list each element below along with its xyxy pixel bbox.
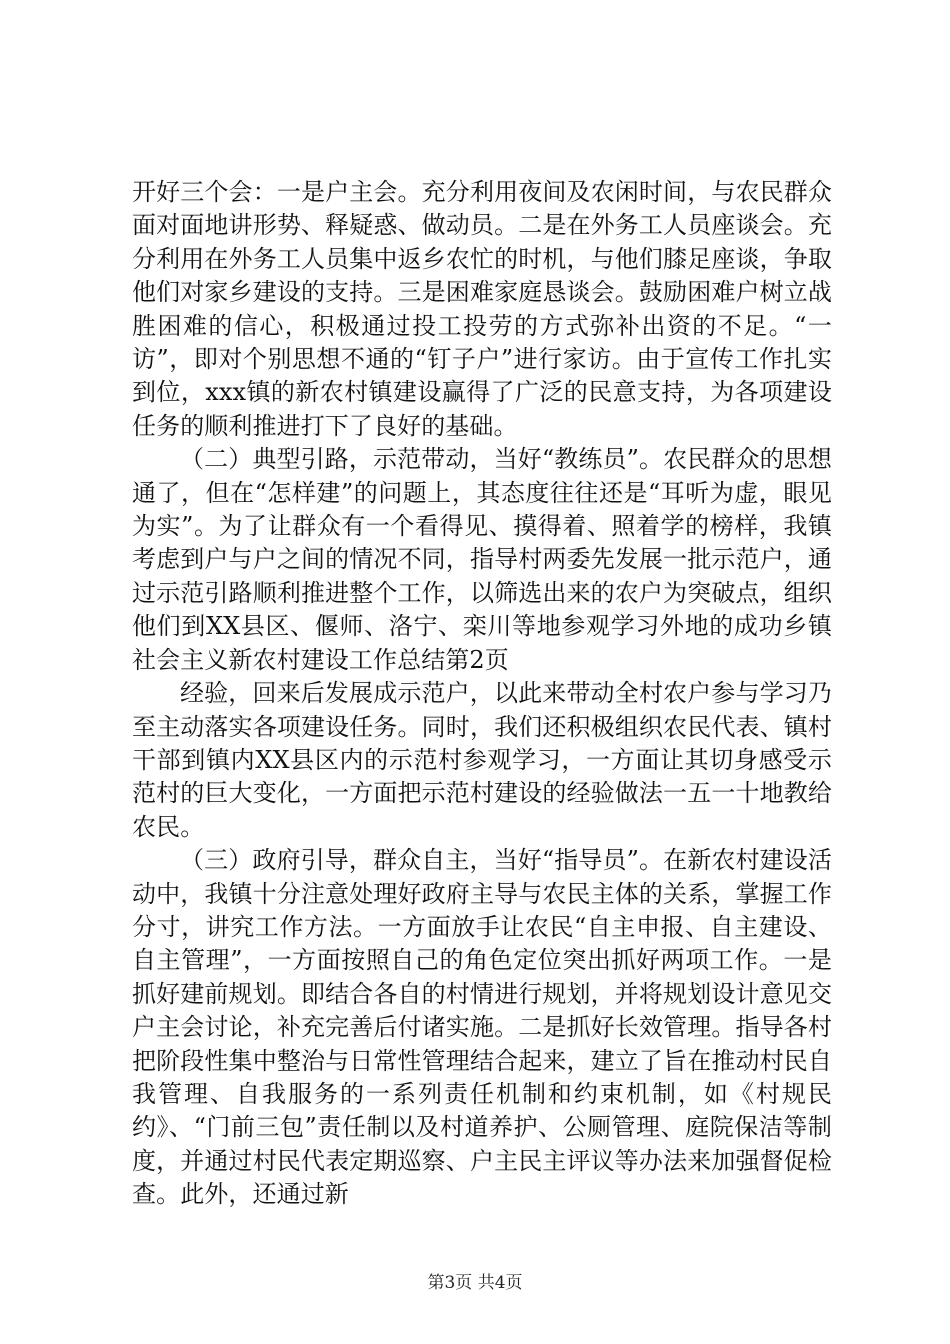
- paragraph-3: 经验，回来后发展成示范户，以此来带动全村农户参与学习乃至主动落实各项建设任务。同时，我们还积极组织农民代表、镇村干部到镇内XX县区内的示范村参观学习，一方面让其切身感受示范村的巨大变化，一方面把示范村建设的经验做法一五一十地教给农民。: [132, 679, 832, 841]
- body-text: [132, 176, 832, 1212]
- paragraph-1: 开好三个会：一是户主会。充分利用夜间及农闲时间，与农民群众面对面地讲形势、释疑惑、做动员。二是在外务工人员座谈会。充分利用在外务工人员集中返乡农忙的时机，与他们膝足座谈，争取他们对家乡建设的支持。三是困难家庭恳谈会。鼓励困难户树立战胜困难的信心，积极通过投工投劳的方式弥补出资的不足。“一访”，即对个别思想不通的“钉子户”进行家访。由于宣传工作扎实到位，xxx镇的新农村镇建设赢得了广泛的民意支持，为各项建设任务的顺利推进打下了良好的基础。: [132, 178, 832, 440]
- paragraph-2: （二）典型引路，示范带动，当好“教练员”。农民群众的思想通了，但在“怎样建”的问题上，其态度往往还是“耳听为虚，眼见为实”。为了让群众有一个看得见、摸得着、照着学的榜样，我镇考虑到户与户之间的情况不同，指导村两委先发展一批示范户，通过示范引路顺利推进整个工作，以筛选出来的农户为突破点，组织他们到XX县区、偃师、洛宁、栾川等地参观学习外地的成功乡镇社会主义新农村建设工作总结第2页: [132, 445, 832, 674]
- page-footer: 第3页 共4页: [427, 1273, 523, 1293]
- paragraph-4: （三）政府引导，群众自主，当好“指导员”。在新农村建设活动中，我镇十分注意处理好政府主导与农民主体的关系，掌握工作分寸，讲究工作方法。一方面放手让农民“自主申报、自主建设、自主管理”，一方面按照自己的角色定位突出抓好两项工作。一是抓好建前规划。即结合各自的村情进行规划，并将规划设计意见交户主会讨论，补充完善后付诸实施。二是抓好长效管理。指导各村把阶段性集中整治与日常性管理结合起来，建立了旨在推动村民自我管理、自我服务的一系列责任机制和约束机制，如《村规民约》、“门前三包”责任制以及村道养护、公厕管理、庭院保洁等制度，并通过村民代表定期巡察、户主民主评议等办法来加强督促检查。此外，还通过新: [132, 846, 832, 1209]
